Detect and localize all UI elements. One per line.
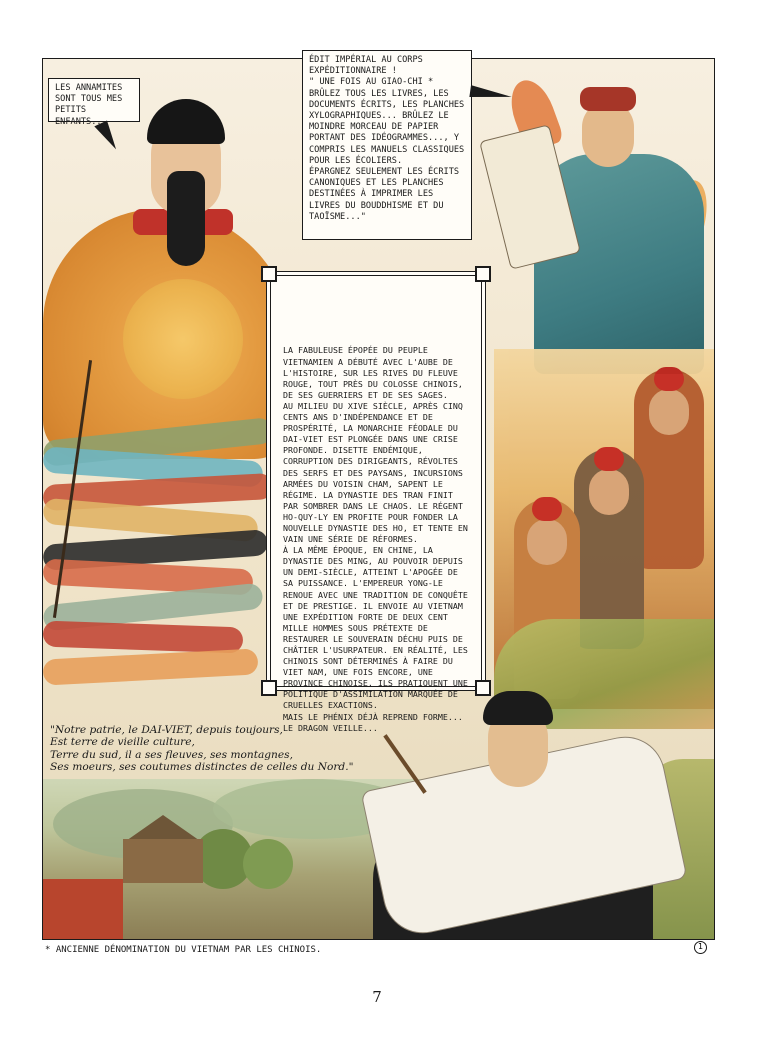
warrior-face [649,389,689,435]
village-house [43,879,123,939]
narration-text: LA FABULEUSE ÉPOPÉE DU PEUPLE VIETNAMIEN A DÉBUTÉ AVEC L'AUBE DE L'HISTOIRE, SUR LES RIVES DU FLEUVE ROUGE, TOUT PRÈS DU COLOSSE CHINOIS, DE SES GUERRIERS ET DE SES SAGES. AU MILIEU DU XIVE SIÈCLE, APRÈS CINQ CENTS ANS D'INDÉPENDANCE ET DE PROSPÉRITÉ, LA MONARCHIE FÉODALE DU DAI-VIET EST PLONGÉE DANS UNE CRISE PROFONDE. DISETTE ENDÉMIQUE, CORRUPTION DES DIRIGEANTS, RÉVOLTES DES SERFS ET DES PAYSANS, INCURSIONS ARMÉES DU VOISIN CHAM, SAPENT LE RÉGIME. LA DYNASTIE DES TRAN FINIT PAR SOMBRER DANS LE CHAOS. LE RÉGENT HO-QUY-LY EN PROFITE POUR FONDER LA NOUVELLE DYNASTIE DES HO, ET TENTE EN VAIN UNE SÉRIE DE RÉFORMES. À LA MÊME ÉPOQUE, EN CHINE, LA DYNASTIE DES MING, AU POUVOIR DEPUIS UN DEMI-SIÈCLE, ATTEINT L'APOGÉE DE SA PUISSANCE. L'EMPEREUR YONG-LE RENOUE AVEC UNE TRADITION DE CONQUÊTE ET DE PRESTIGE. IL ENVOIE AU VIETNAM UNE EXPÉDITION FORTE DE DEUX CENT MILLE HOMMES SOUS PRÉTEXTE DE RESTAURER LE SOUVERAIN DÉCHU PUIS DE CHÂTIER L'USURPATEUR. EN RÉALITÉ, LES CHINOIS SONT DÉTERMINÉS À FAIRE DU VIET NAM, UNE FOIS ENCORE, UNE PROVINCE CHINOISE. ILS PRATIQUENT UNE POLITIQUE D'ASSIMILATION MARQUÉE DE CRUELLES EXACTIONS. MAIS LE PHÉNIX DÉJÀ REPREND FORME... LE DRAGON VEILLE... [283,345,468,733]
war-banner [42,648,258,685]
emperor-beard [167,171,205,266]
frame-corner [475,266,491,282]
tree [243,839,293,889]
dragon-medallion [123,279,243,399]
emperor-hat [147,99,225,144]
page-number: 7 [372,988,382,1006]
edict-scroll [479,124,581,269]
emperor-illustration [43,59,303,719]
helmet-plume [654,367,684,391]
frame-corner [261,266,277,282]
helmet-plume [532,497,562,521]
official-illustration [494,59,714,379]
official-hat [580,87,636,111]
footnote: * ANCIENNE DÉNOMINATION DU VIETNAM PAR LES CHINOIS. [45,945,322,955]
narration-box [266,271,486,733]
warrior-face [527,519,567,565]
panel-marker: 1 [694,941,707,954]
frame-corner [475,680,491,696]
helmet-plume [594,447,624,471]
edict-speech-bubble: ÉDIT IMPÉRIAL AU CORPS EXPÉDITIONNAIRE ! " UNE FOIS AU GIAO-CHI * BRÛLEZ TOUS LES LIVRES, LES DOCUMENTS ÉCRITS, LES PLANCHES XYLOGRAPHIQUES... BRÛLEZ LE MOINDRE MORCEAU DE PAPIER PORTANT DES IDÉOGRAMMES..., Y COMPRIS LES MANUELS CLASSIQUES POUR LES ÉCOLIERS. ÉPARGNEZ SEULEMENT LES ÉCRITS CANONIQUES ET LES PLANCHES DESTINÉES À IMPRIMER LES LIVRES DU BOUDDHISME ET DU TAOÏSME..." [302,50,472,240]
war-banner [43,621,244,654]
scholar-hat [483,691,553,725]
poem-quote: "Notre patrie, le DAI-VIET, depuis toujours, Est terre de vieille culture, Terre du sud, il a ses fleuves, ses montagnes, Ses moeurs, ses coutumes distinctes de celles du Nord." [50,724,354,774]
hut [123,839,203,883]
frame-corner [261,680,277,696]
emperor-speech-bubble: LES ANNAMITES SONT TOUS MES PETITS ENFANTS... [48,78,140,122]
warrior-face [589,469,629,515]
